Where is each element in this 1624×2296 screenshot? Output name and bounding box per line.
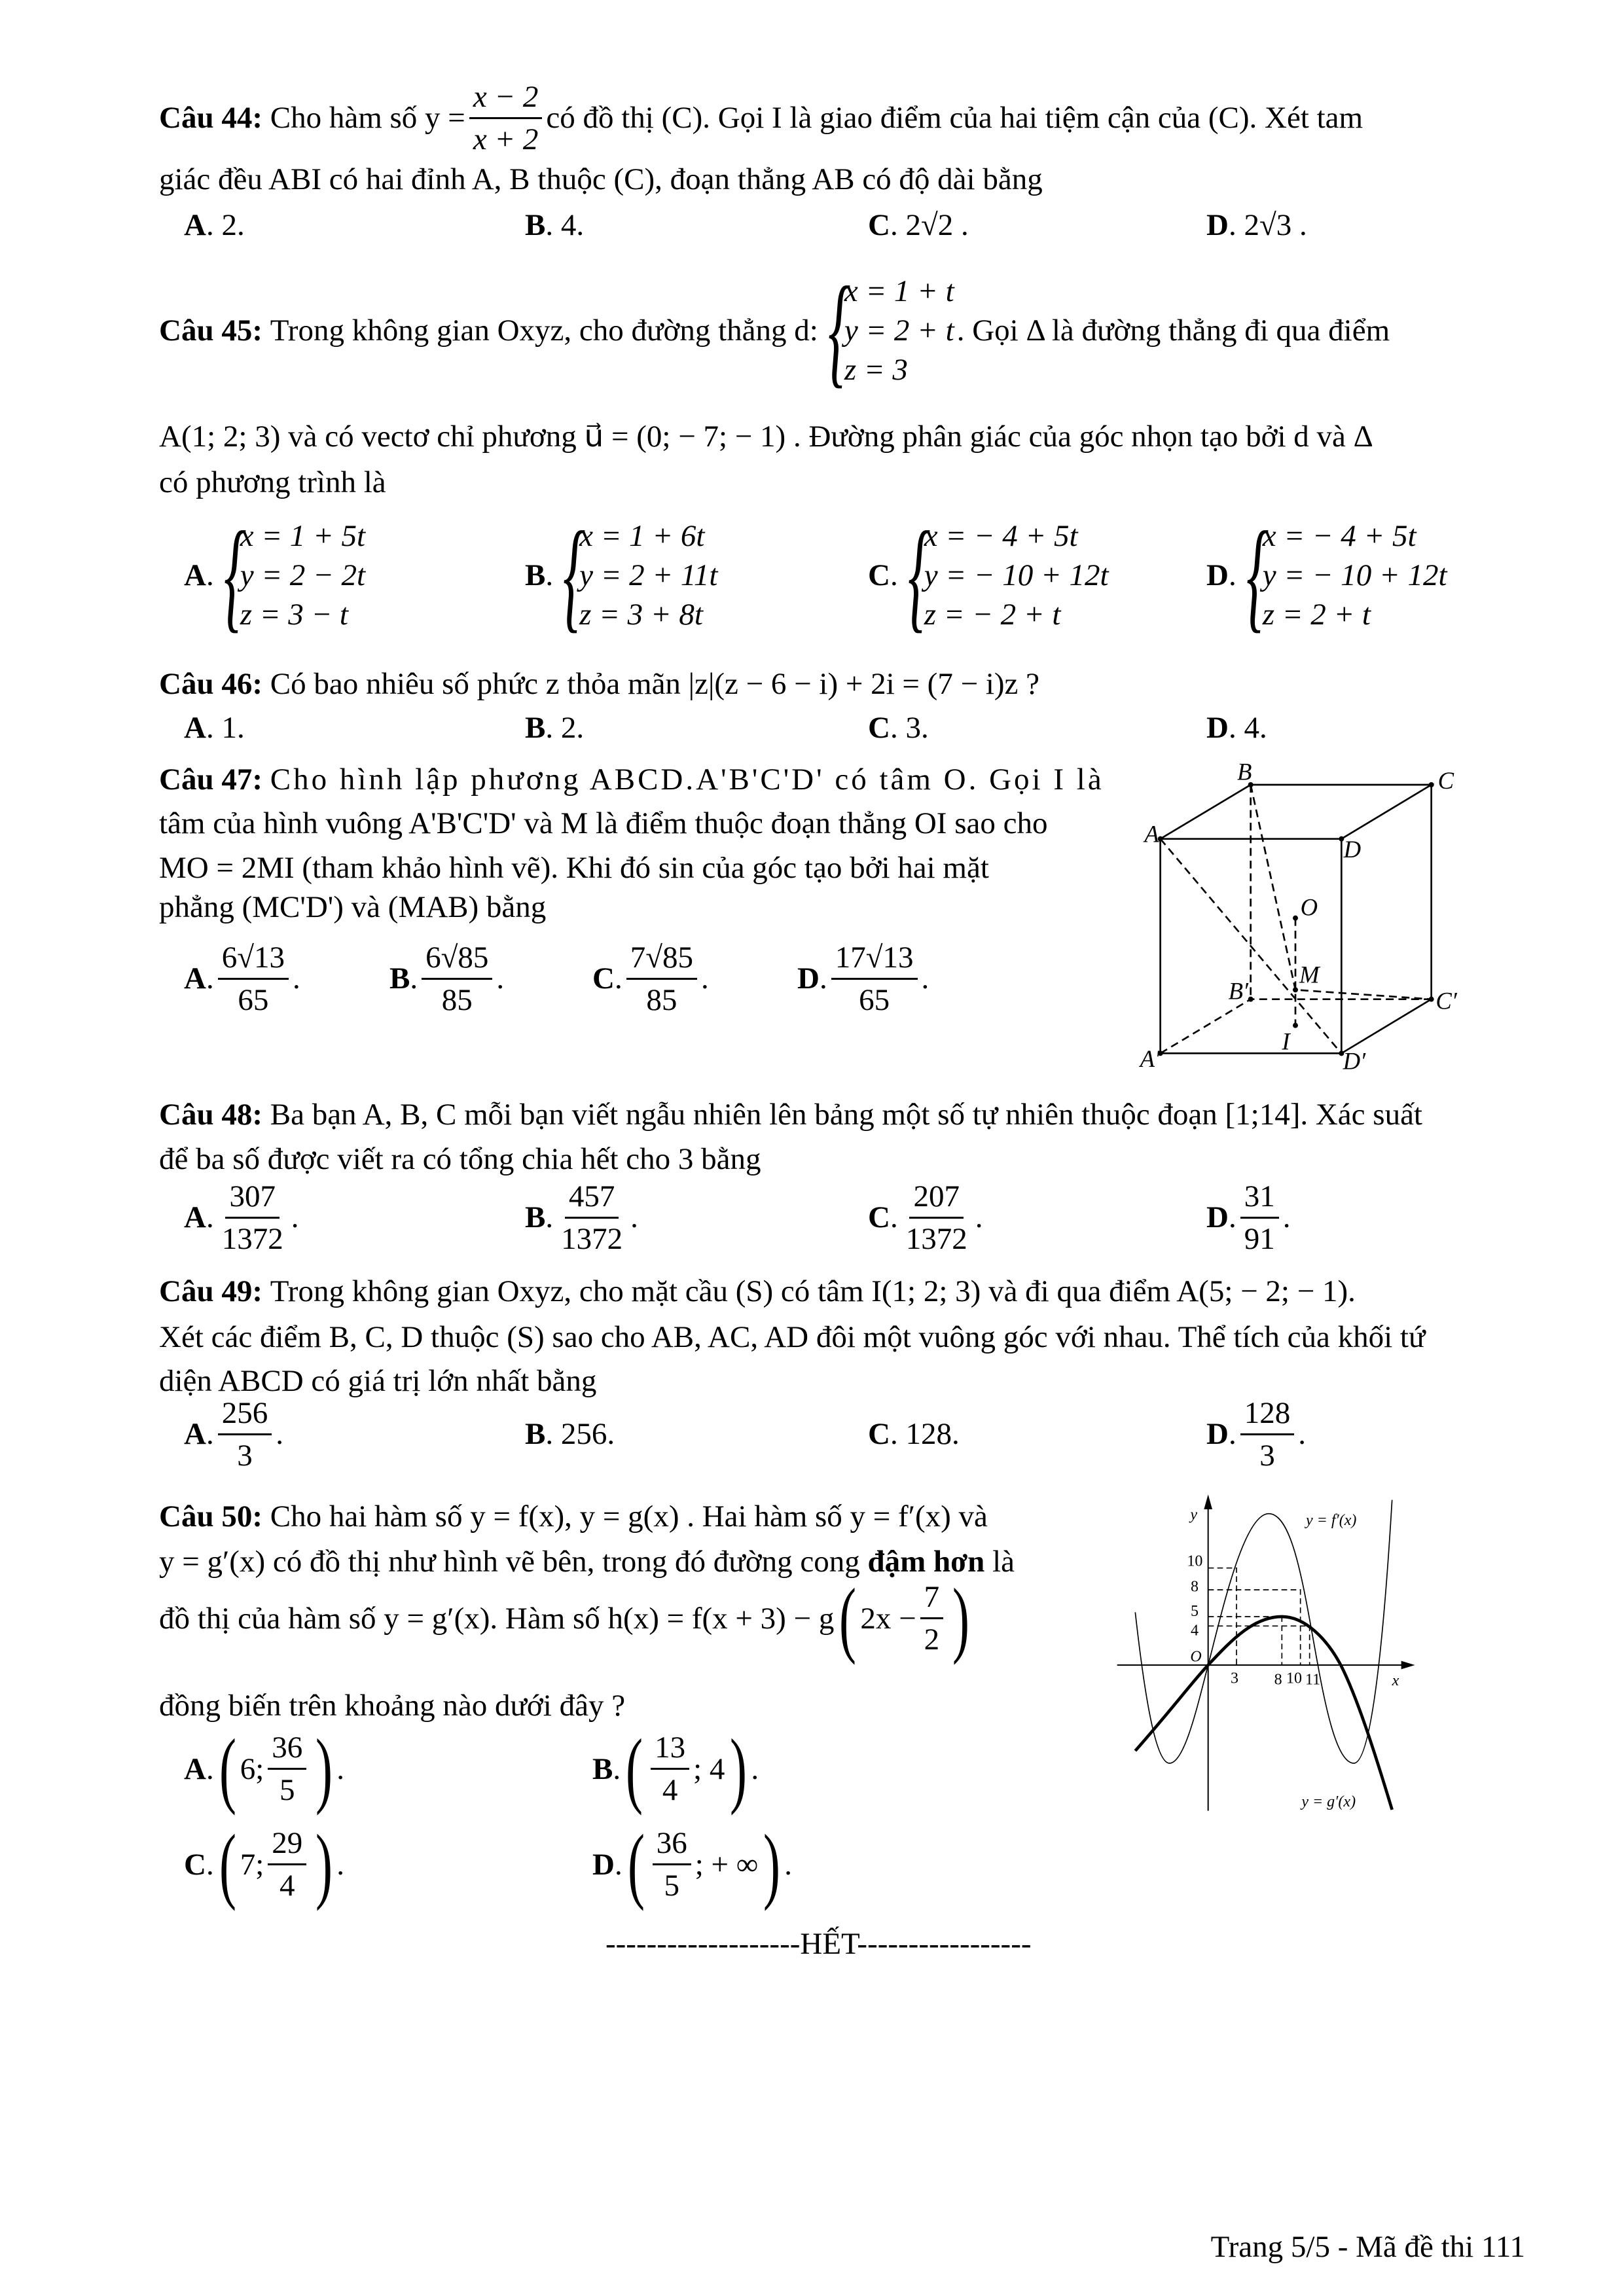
q49-text: Trong không gian Oxyz, cho mặt cầu (S) có tâm I(1; 2; 3) và đi qua điểm A(5; − 2; − 1). — [270, 1274, 1356, 1308]
q44-option-a — [184, 206, 245, 245]
q47-line3: MO = 2MI (tham khảo hình vẽ). Khi đó sin của góc tạo bởi hai mặt — [159, 851, 989, 885]
numerator: 36 — [653, 1823, 691, 1865]
option-letter: D — [592, 1847, 615, 1882]
option-text: 7; — [240, 1847, 264, 1882]
brace-icon: { — [907, 507, 930, 644]
eq-row: y = 2 − 2t — [240, 558, 366, 592]
option-text: . 256. — [545, 1417, 615, 1451]
f-prime-label: y = f′(x) — [1306, 1512, 1357, 1529]
denominator: 3 — [237, 1438, 253, 1473]
option-letter: C — [868, 208, 890, 242]
q48-text: Ba bạn A, B, C mỗi bạn viết ngẫu nhiên lên bảng một số tự nhiên thuộc đoạn [1;14]. Xác suất — [270, 1098, 1422, 1132]
brace-icon: { — [563, 507, 586, 644]
q48-option-d: D . $\frac{31}{91}$ . — [1206, 1175, 1290, 1260]
q49-option-d: D . $\frac{128}{3}$ . — [1206, 1391, 1306, 1477]
label-A1: A′ — [1140, 1045, 1161, 1072]
eq-row: z = 3 − t — [240, 598, 348, 632]
q48-option-a: A . $\frac{307}{1372}$ . — [184, 1175, 298, 1260]
option-letter: D — [1206, 1417, 1229, 1451]
eq-row: z = 3 + 8t — [579, 598, 703, 632]
q49-line1 — [159, 1272, 1356, 1311]
q50-text: y = g′(x) có đồ thị như hình vẽ bên, trong đó đường cong — [159, 1545, 860, 1579]
eq-row: y = 2 + t — [844, 314, 954, 348]
q45-line3: có phương trình là — [159, 465, 386, 499]
q46-option-a — [184, 708, 245, 747]
brace-icon: { — [827, 262, 851, 399]
numerator: 17√13 — [831, 937, 918, 980]
q45-option-b: B . { x = 1 + 6t y = 2 + 11t z = 3 + 8t — [525, 507, 718, 644]
end-marker: -------------------HẾT----------------- — [605, 1927, 1032, 1961]
q48-label: Câu 48: — [159, 1098, 262, 1132]
q44-line2: giác đều ABI có hai đỉnh A, B thuộc (C), đoạn thẳng AB có độ dài bằng — [159, 162, 1043, 196]
q47-option-d: D . $\frac{17√13}{65}$ . — [797, 936, 929, 1021]
option-letter: B — [525, 1417, 546, 1451]
q44-label: Câu 44: — [159, 101, 262, 135]
label-I: I — [1282, 1028, 1290, 1055]
q45-line1 — [159, 262, 1390, 399]
option-letter: D — [1206, 558, 1229, 592]
q45-line2: A(1; 2; 3) và có vectơ chỉ phương u⃗ = (0; − 7; − 1) . Đường phân giác của góc nhọn tạo bởi d và Δ — [159, 420, 1373, 454]
q44-pre: Cho hàm số y = — [270, 101, 465, 135]
option-text: . 2√2 . — [890, 208, 969, 242]
numerator: 36 — [268, 1727, 306, 1770]
q50-bold-text: đậm hơn — [867, 1545, 985, 1579]
q46-line1 — [159, 664, 1039, 704]
option-letter: A — [184, 208, 206, 242]
brace-icon: { — [1246, 507, 1269, 644]
g-prime-label: y = g′(x) — [1301, 1793, 1356, 1810]
q50-text: là — [992, 1545, 1015, 1579]
denominator: 4 — [280, 1869, 295, 1903]
q45-pre: Trong không gian Oxyz, cho đường thẳng d: — [270, 314, 818, 348]
denominator: 65 — [859, 982, 890, 1017]
eq-row: x = − 4 + 5t — [924, 519, 1078, 553]
q45-option-a: A . { x = 1 + 5t y = 2 − 2t z = 3 − t — [184, 507, 366, 644]
q47-line1 — [159, 760, 1104, 799]
y-axis-label: y — [1190, 1506, 1197, 1524]
x-tick-label: 10 — [1286, 1670, 1302, 1687]
q49-label: Câu 49: — [159, 1274, 262, 1308]
q48-option-c: C . $\frac{207}{1372}$ . — [868, 1175, 983, 1260]
option-letter: B — [389, 961, 410, 996]
option-letter: D — [797, 961, 820, 996]
denominator: 2 — [924, 1623, 940, 1657]
label-D1: D′ — [1343, 1047, 1366, 1075]
option-letter: A — [184, 1417, 206, 1451]
q50-text: 2x − — [860, 1601, 916, 1636]
q46-option-c — [868, 708, 929, 747]
option-text: . 2√3 . — [1228, 208, 1307, 242]
label-M: M — [1299, 961, 1320, 988]
q45-post: . Gọi Δ là đường thẳng đi qua điểm — [956, 314, 1390, 348]
denominator: x + 2 — [473, 122, 539, 156]
option-letter: C — [868, 1417, 890, 1451]
q50-line1 — [159, 1497, 988, 1536]
q44-option-c — [868, 206, 969, 245]
option-letter: B — [525, 208, 546, 242]
option-text: . 4. — [545, 208, 585, 242]
option-letter: A — [184, 558, 206, 592]
eq-row: y = − 10 + 12t — [924, 558, 1109, 592]
q49-option-c — [868, 1414, 960, 1454]
denominator: 5 — [664, 1869, 679, 1903]
option-text: ; + ∞ — [695, 1847, 759, 1882]
q46-option-b — [525, 708, 584, 747]
q48-line2: để ba số được viết ra có tổng chia hết cho 3 bằng — [159, 1142, 761, 1176]
q50-text: Cho hai hàm số y = f(x), y = g(x) . Hai hàm số y = f′(x) và — [270, 1499, 988, 1534]
q50-option-a: A . ( 6; $\frac{36}{5}$ ) . — [184, 1721, 345, 1816]
numerator: 128 — [1240, 1393, 1295, 1435]
option-letter: C — [868, 558, 890, 592]
numerator: x − 2 — [469, 77, 543, 119]
option-letter: C — [184, 1847, 206, 1882]
q48-option-b: B . $\frac{457}{1372}$ . — [525, 1175, 638, 1260]
q47-option-c: C . $\frac{7√85}{85}$ . — [592, 936, 709, 1021]
numerator: 457 — [565, 1176, 619, 1219]
option-letter: A — [184, 1751, 206, 1786]
denominator: 5 — [280, 1773, 295, 1807]
option-letter: A — [184, 1200, 206, 1234]
eq-row: z = − 2 + t — [924, 598, 1061, 632]
x-tick-label: 3 — [1231, 1670, 1238, 1687]
numerator: 6√13 — [218, 937, 289, 980]
y-tick-label: 5 — [1191, 1603, 1199, 1620]
denominator: 1372 — [905, 1221, 967, 1256]
option-text: . 1. — [206, 711, 245, 745]
q50-line3: đồ thị của hàm số y = g′(x). Hàm số h(x) = f(x + 3) − g ( 2x − $\frac{7}{2}$ ) — [159, 1571, 970, 1666]
option-text: . 3. — [890, 711, 929, 745]
q45-option-c: C . { x = − 4 + 5t y = − 10 + 12t z = − 2 + t — [868, 507, 1109, 644]
numerator: 6√85 — [422, 937, 492, 980]
label-A: A — [1144, 820, 1159, 848]
option-letter: B — [525, 711, 546, 745]
numerator: 7 — [920, 1577, 944, 1619]
denominator: 4 — [662, 1773, 678, 1807]
q45-option-d: D . { x = − 4 + 5t y = − 10 + 12t z = 2 + t — [1206, 507, 1447, 644]
option-text: ; 4 — [693, 1751, 725, 1786]
label-D: D — [1343, 836, 1362, 863]
q47-line4: phẳng (MC'D') và (MAB) bằng — [159, 890, 547, 924]
q50-option-d: D . ( $\frac{36}{5}$ ; + ∞ ) . — [592, 1817, 793, 1912]
numerator: 7√85 — [626, 937, 697, 980]
f-prime-curve — [1135, 1500, 1392, 1763]
x-tick-label: 8 — [1274, 1671, 1282, 1689]
denominator: 1372 — [561, 1221, 623, 1256]
q49-option-b — [525, 1414, 615, 1454]
q49-option-a: A . $\frac{256}{3}$ . — [184, 1391, 283, 1477]
q47-label: Câu 47: — [159, 762, 262, 797]
q44-fraction — [469, 77, 543, 160]
q45-label: Câu 45: — [159, 314, 262, 348]
y-tick-label: 10 — [1187, 1552, 1203, 1570]
q47-text: Cho hình lập phương ABCD.A'B'C'D' có tâm O. Gọi I là — [270, 762, 1104, 797]
label-O: O — [1300, 893, 1318, 921]
q46-label: Câu 46: — [159, 667, 262, 701]
g-prime-curve — [1135, 1617, 1392, 1810]
q49-line2: Xét các điểm B, C, D thuộc (S) sao cho AB, AC, AD đôi một vuông góc với nhau. Thể tích của khối tứ — [159, 1320, 1426, 1354]
numerator: 207 — [909, 1176, 964, 1219]
denominator: 85 — [441, 982, 473, 1017]
cube-figure — [1139, 753, 1545, 1093]
option-letter: B — [592, 1751, 613, 1786]
label-B: B — [1237, 758, 1252, 785]
option-text: . 128. — [890, 1417, 960, 1451]
q50-text: đồ thị của hàm số y = g′(x). Hàm số h(x) = f(x + 3) − g — [159, 1601, 835, 1636]
option-letter: D — [1206, 1200, 1229, 1234]
option-letter: A — [184, 711, 206, 745]
denominator: 1372 — [221, 1221, 283, 1256]
x-tick-label: 11 — [1305, 1671, 1321, 1689]
q50-label: Câu 50: — [159, 1499, 262, 1534]
denominator: 91 — [1244, 1221, 1275, 1256]
option-text: . 2. — [206, 208, 245, 242]
q47-option-b: B . $\frac{6√85}{85}$ . — [389, 936, 504, 1021]
q44-line1 — [159, 79, 1363, 156]
eq-row: z = 3 — [844, 353, 908, 387]
eq-row: x = 1 + 5t — [240, 519, 366, 553]
option-letter: C — [868, 1200, 890, 1234]
option-text: 6; — [240, 1751, 264, 1786]
option-letter: D — [1206, 208, 1229, 242]
denominator: 85 — [646, 982, 677, 1017]
numerator: 29 — [268, 1823, 306, 1865]
label-C1: C′ — [1435, 987, 1457, 1014]
numerator: 256 — [218, 1393, 272, 1435]
option-letter: B — [525, 1200, 546, 1234]
numerator: 31 — [1240, 1176, 1279, 1219]
derivative-graph-figure — [1113, 1486, 1558, 1905]
option-letter: B — [525, 558, 546, 592]
option-text: . 2. — [545, 711, 585, 745]
option-letter: D — [1206, 711, 1229, 745]
q46-option-d — [1206, 708, 1267, 747]
q48-line1 — [159, 1095, 1422, 1134]
q47-line2: tâm của hình vuông A'B'C'D' và M là điểm thuộc đoạn thẳng OI sao cho — [159, 806, 1048, 840]
x-axis-label: x — [1392, 1672, 1399, 1689]
q50-line4: đồng biến trên khoảng nào dưới đây ? — [159, 1689, 626, 1723]
option-letter: A — [184, 961, 206, 996]
numerator: 13 — [651, 1727, 689, 1770]
q50-option-b: B . ( $\frac{13}{4}$ ; 4 ) . — [592, 1721, 759, 1816]
option-letter: C — [592, 961, 615, 996]
y-axis-arrow-icon — [1204, 1494, 1212, 1509]
denominator: 65 — [238, 982, 269, 1017]
q44-option-b — [525, 206, 584, 245]
option-letter: C — [868, 711, 890, 745]
q49-line3: diện ABCD có giá trị lớn nhất bằng — [159, 1364, 597, 1398]
numerator: 307 — [225, 1176, 280, 1219]
q50-option-c: C . ( 7; $\frac{29}{4}$ ) . — [184, 1817, 345, 1912]
denominator: 3 — [1259, 1438, 1275, 1473]
brace-icon: { — [223, 507, 246, 644]
y-tick-label: 8 — [1191, 1578, 1199, 1596]
y-tick-label: 4 — [1191, 1622, 1199, 1640]
eq-row: y = 2 + 11t — [579, 558, 718, 592]
option-text: . 4. — [1228, 711, 1267, 745]
q44-post: có đồ thị (C). Gọi I là giao điểm của hai tiệm cận của (C). Xét tam — [546, 101, 1363, 135]
label-B1: B′ — [1228, 977, 1249, 1005]
origin-label: O — [1190, 1648, 1202, 1666]
q46-text: Có bao nhiêu số phức z thỏa mãn |z|(z − 6 − i) + 2i = (7 − i)z ? — [270, 667, 1040, 701]
eq-row: z = 2 + t — [1262, 598, 1371, 632]
label-C: C — [1437, 767, 1454, 794]
eq-row: x = 1 + 6t — [579, 519, 705, 553]
q50-line2 — [159, 1542, 1015, 1581]
eq-row: x = − 4 + 5t — [1262, 519, 1416, 553]
q44-option-d — [1206, 206, 1307, 245]
eq-row: x = 1 + t — [844, 274, 954, 308]
q45-system — [821, 262, 954, 399]
q47-option-a: A . $\frac{6√13}{65}$ . — [184, 936, 300, 1021]
page-footer: Trang 5/5 - Mã đề thi 111 — [1210, 2230, 1525, 2264]
x-axis-arrow-icon — [1401, 1661, 1415, 1670]
eq-row: y = − 10 + 12t — [1262, 558, 1447, 592]
